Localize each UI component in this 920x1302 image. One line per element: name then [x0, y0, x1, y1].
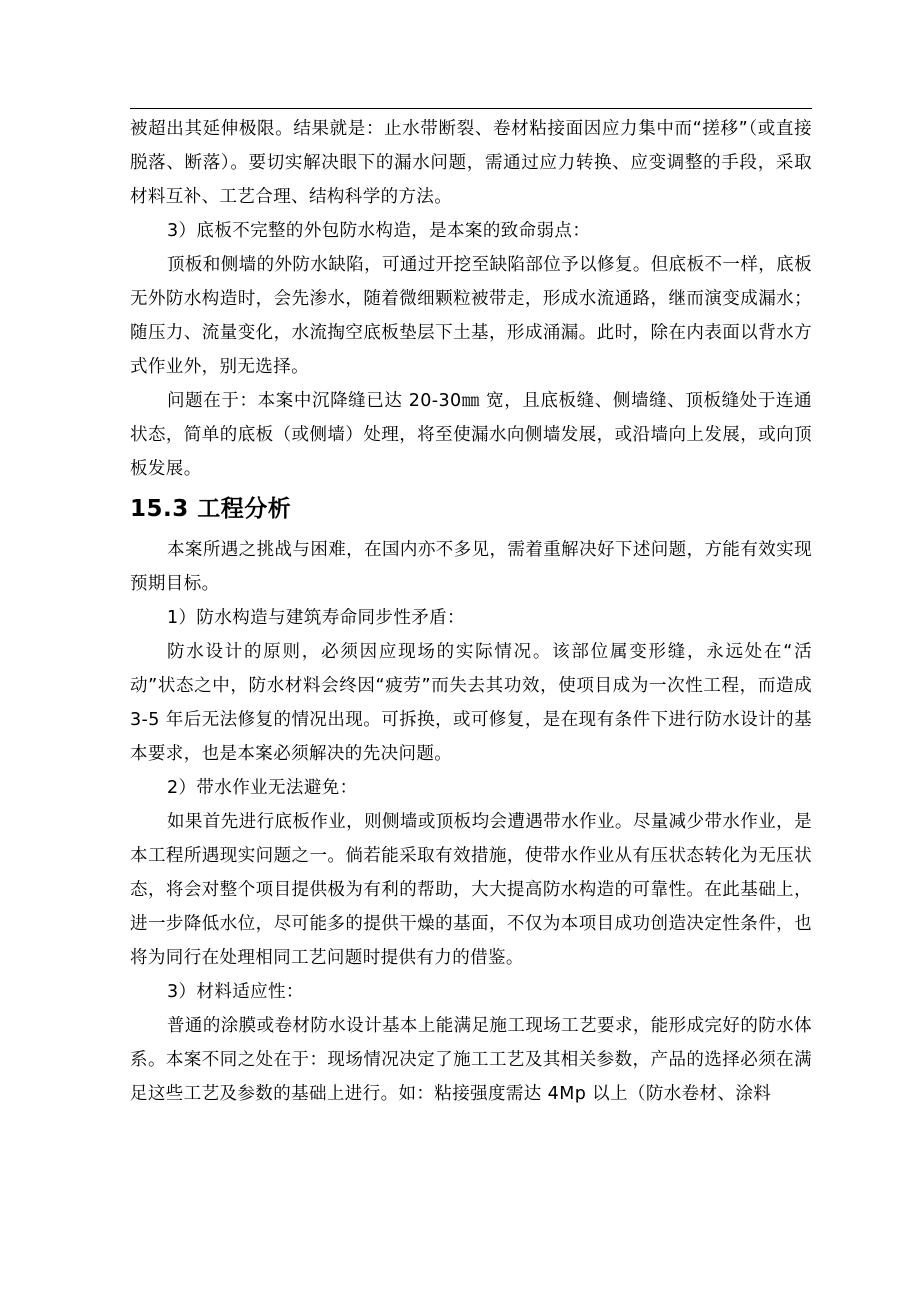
list-item-heading: 1）防水构造与建筑寿命同步性矛盾：: [167, 608, 465, 628]
section-heading: 15.3 工程分析: [130, 496, 292, 522]
paragraph: 普通的涂膜或卷材防水设计基本上能满足施工现场工艺要求，能形成完好的防水体系。本案不同之处在于：现场情况决定了施工工艺及其相关参数，产品的选择必须在满足这些工艺及参数的基础上进行。如：粘接强度需达 4Mp 以上（防水卷材、涂料: [130, 1016, 812, 1104]
list-item-heading: 3）材料适应性：: [167, 982, 304, 1002]
paragraph: 被超出其延伸极限。结果就是：止水带断裂、卷材粘接面因应力集中而“搓移”（或直接脱落、断落）。要切实解决眼下的漏水问题，需通过应力转换、应变调整的手段，采取材料互补、工艺合理、结构科学的方法。: [130, 119, 812, 207]
document-body: [130, 112, 812, 1111]
paragraph: 如果首先进行底板作业，则侧墙或顶板均会遭遇带水作业。尽量减少带水作业，是本工程所遇现实问题之一。倘若能采取有效措施，使带水作业从有压状态转化为无压状态，将会对整个项目提供极为有利的帮助，大大提高防水构造的可靠性。在此基础上，进一步降低水位，尽可能多的提供干燥的基面，不仅为本项目成功创造决定性条件，也将为同行在处理相同工艺问题时提供有力的借鉴。: [130, 812, 812, 968]
list-item-heading: 3）底板不完整的外包防水构造，是本案的致命弱点：: [167, 221, 591, 241]
paragraph: 本案所遇之挑战与困难，在国内亦不多见，需着重解决好下述问题，方能有效实现预期目标。: [130, 540, 812, 594]
paragraph: 问题在于：本案中沉降缝已达 20-30㎜ 宽，且底板缝、侧墙缝、顶板缝处于连通状态，简单的底板（或侧墙）处理，将至使漏水向侧墙发展，或沿墙向上发展，或向顶板发展。: [130, 391, 812, 479]
paragraph: 防水设计的原则，必须因应现场的实际情况。该部位属变形缝，永远处在“活动”状态之中，防水材料会终因“疲劳”而失去其功效，使项目成为一次性工程，而造成3-5 年后无法修复的情况出现。可拆换，或可修复，是在现有条件下进行防水设计的基本要求，也是本案必须解决的先决问题。: [130, 642, 812, 764]
paragraph: 顶板和侧墙的外防水缺陷，可通过开挖至缺陷部位予以修复。但底板不一样，底板无外防水构造时，会先渗水，随着微细颗粒被带走，形成水流通路，继而演变成漏水；随压力、流量变化，水流掏空底板垫层下土基，形成涌漏。此时，除在内表面以背水方式作业外，别无选择。: [130, 255, 812, 377]
header-rule: [130, 108, 812, 109]
list-item-heading: 2）带水作业无法避免：: [167, 778, 358, 798]
